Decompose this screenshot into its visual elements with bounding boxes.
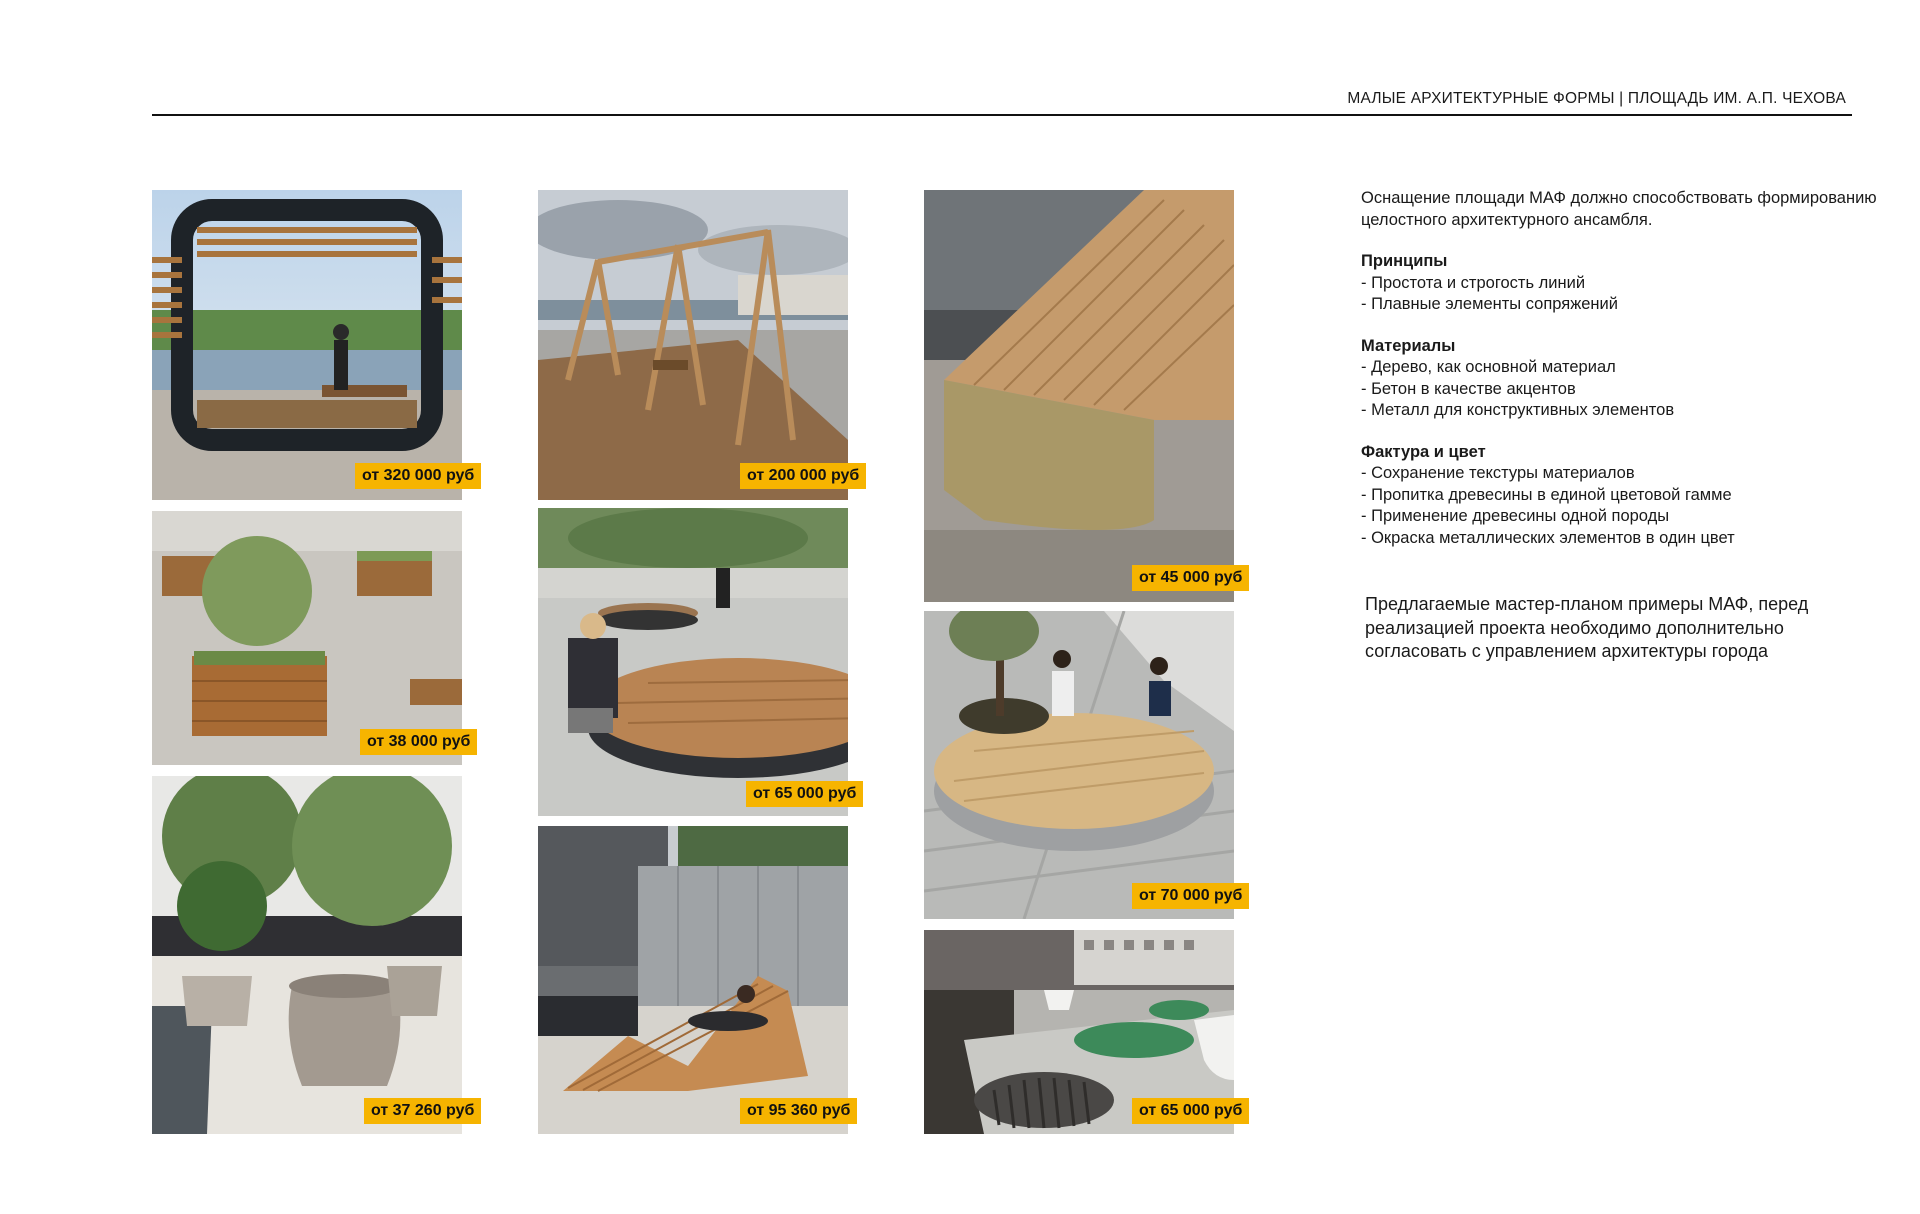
list-item: - Пропитка древесины в единой цветовой гамме <box>1361 485 1732 504</box>
header-title: МАЛЫЕ АРХИТЕКТУРНЫЕ ФОРМЫ | ПЛОЩАДЬ ИМ. А.П. ЧЕХОВА <box>1347 90 1846 107</box>
list-item: - Сохранение текстуры материалов <box>1361 464 1635 482</box>
photo-pavilion <box>152 190 475 500</box>
section-principles <box>1361 251 1881 316</box>
photo-round-bench <box>538 508 857 816</box>
list-item: - Окраска металлических элементов в один цвет <box>1361 528 1735 547</box>
section-texture-color <box>1361 442 1881 550</box>
price-badge: от 38 000 руб <box>360 729 477 755</box>
price-badge: от 45 000 руб <box>1132 565 1249 591</box>
photo-plaza-seating <box>924 930 1243 1134</box>
price-badge: от 200 000 руб <box>740 463 866 489</box>
photo-pots <box>152 776 475 1134</box>
section-heading: Материалы <box>1361 336 1456 355</box>
photo-lounger <box>538 826 851 1134</box>
photo-swings <box>538 190 860 500</box>
photo-planters-wood <box>152 511 471 765</box>
section-heading: Фактура и цвет <box>1361 442 1486 461</box>
list-item: - Плавные элементы сопряжений <box>1361 295 1618 313</box>
section-heading: Принципы <box>1361 252 1448 270</box>
list-item: - Металл для конструктивных элементов <box>1361 401 1675 419</box>
price-badge: от 65 000 руб <box>746 781 863 807</box>
approval-note: Предлагаемые мастер-планом примеры МАФ, перед реализацией проекта необходимо дополнительно согласовать с управлением архитектуры города <box>1365 594 1809 661</box>
header-rule <box>152 114 1852 116</box>
list-item: - Применение древесины одной породы <box>1361 507 1670 525</box>
list-item: - Дерево, как основной материал <box>1361 358 1616 376</box>
photo-tree-bench <box>924 611 1243 919</box>
list-item: - Простота и строгость линий <box>1361 273 1586 292</box>
section-materials <box>1361 336 1881 422</box>
price-badge: от 95 360 руб <box>740 1098 857 1124</box>
price-badge: от 70 000 руб <box>1132 883 1249 909</box>
intro-text: Оснащение площади МАФ должно способствовать формированию целостного архитектурного ансамбля. <box>1361 189 1877 229</box>
list-item: - Бетон в качестве акцентов <box>1361 379 1576 398</box>
price-badge: от 320 000 руб <box>355 463 481 489</box>
price-badge: от 65 000 руб <box>1132 1098 1249 1124</box>
photo-wood-bench <box>924 190 1243 602</box>
price-badge: от 37 260 руб <box>364 1098 481 1124</box>
description <box>1361 188 1881 549</box>
